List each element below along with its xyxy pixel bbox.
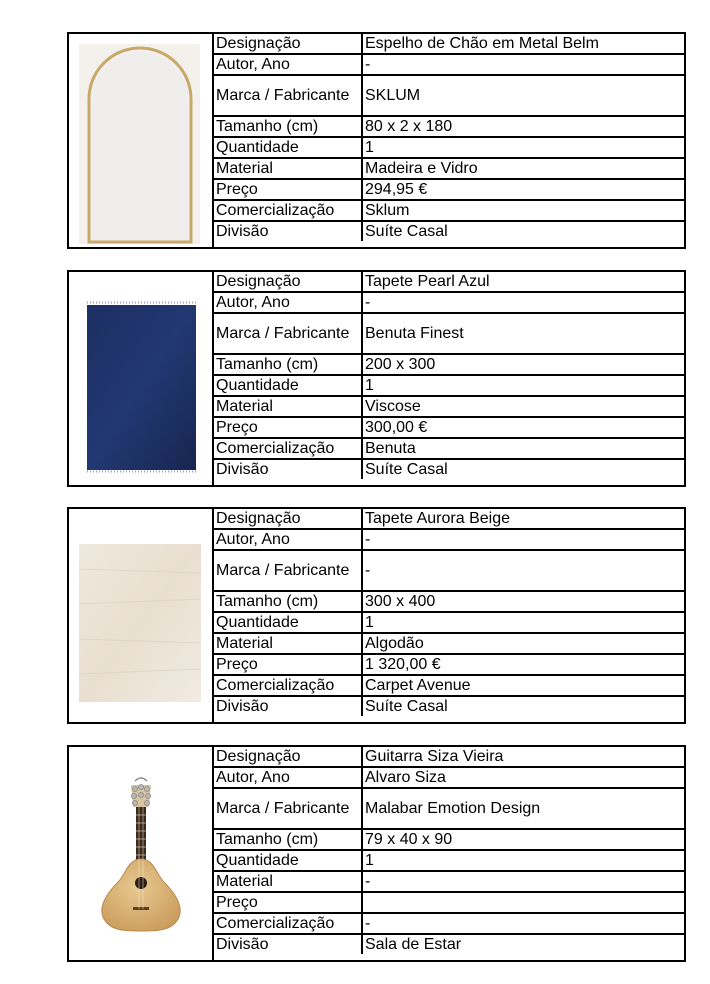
label-comercializacao: Comercialização [214, 675, 362, 696]
product-spec-table [214, 509, 686, 716]
label-designacao: Designação [214, 272, 362, 292]
navy-blue-rug-icon [69, 272, 214, 485]
value-designacao: Espelho de Chão em Metal Belm [362, 34, 686, 54]
product-image-cell [69, 509, 214, 722]
label-material: Material [214, 633, 362, 654]
value-comercializacao: Benuta [362, 438, 686, 459]
product-card-beige-rug [67, 507, 686, 724]
label-autor: Autor, Ano [214, 292, 362, 313]
label-material: Material [214, 871, 362, 892]
label-material: Material [214, 158, 362, 179]
label-marca: Marca / Fabricante [214, 788, 362, 829]
portuguese-guitar-icon [69, 747, 214, 960]
product-card-navy-rug [67, 270, 686, 487]
value-tamanho: 200 x 300 [362, 354, 686, 375]
label-comercializacao: Comercialização [214, 200, 362, 221]
value-designacao: Tapete Aurora Beige [362, 509, 686, 529]
value-comercializacao: - [362, 913, 686, 934]
label-tamanho: Tamanho (cm) [214, 591, 362, 612]
value-quantidade: 1 [362, 612, 686, 633]
product-image-cell [69, 747, 214, 960]
arched-floor-mirror-icon [69, 34, 214, 247]
value-marca: SKLUM [362, 75, 686, 116]
value-material: - [362, 871, 686, 892]
label-preco: Preço [214, 892, 362, 913]
value-material: Algodão [362, 633, 686, 654]
value-marca: Benuta Finest [362, 313, 686, 354]
label-autor: Autor, Ano [214, 529, 362, 550]
product-spec-table [214, 34, 686, 241]
product-image-cell [69, 34, 214, 247]
value-autor: Alvaro Siza [362, 767, 686, 788]
product-spec-table [214, 272, 686, 479]
value-comercializacao: Carpet Avenue [362, 675, 686, 696]
product-card-guitar [67, 745, 686, 962]
value-divisao: Sala de Estar [365, 936, 462, 953]
label-divisao: Divisão [214, 696, 362, 716]
label-preco: Preço [214, 179, 362, 200]
value-comercializacao: Sklum [362, 200, 686, 221]
label-preco: Preço [214, 654, 362, 675]
label-designacao: Designação [214, 747, 362, 767]
value-tamanho: 79 x 40 x 90 [362, 829, 686, 850]
label-tamanho: Tamanho (cm) [214, 829, 362, 850]
label-material: Material [214, 396, 362, 417]
product-image-cell [69, 272, 214, 485]
value-marca: Malabar Emotion Design [362, 788, 686, 829]
label-divisao: Divisão [214, 934, 362, 954]
value-designacao: Tapete Pearl Azul [362, 272, 686, 292]
value-preco: 1 320,00 € [362, 654, 686, 675]
product-spec-table [214, 747, 686, 954]
label-marca: Marca / Fabricante [214, 550, 362, 591]
label-quantidade: Quantidade [214, 375, 362, 396]
label-quantidade: Quantidade [214, 612, 362, 633]
label-quantidade: Quantidade [214, 137, 362, 158]
product-card-mirror [67, 32, 686, 249]
value-tamanho: 80 x 2 x 180 [362, 116, 686, 137]
label-autor: Autor, Ano [214, 54, 362, 75]
value-preco [362, 892, 686, 913]
label-tamanho: Tamanho (cm) [214, 116, 362, 137]
label-divisao: Divisão [214, 221, 362, 241]
label-quantidade: Quantidade [214, 850, 362, 871]
label-comercializacao: Comercialização [214, 913, 362, 934]
value-marca: - [362, 550, 686, 591]
value-autor: - [362, 292, 686, 313]
value-divisao: Suíte Casal [365, 223, 448, 240]
value-divisao: Suíte Casal [365, 698, 448, 715]
value-autor: - [362, 529, 686, 550]
value-material: Madeira e Vidro [362, 158, 686, 179]
value-preco: 294,95 € [362, 179, 686, 200]
value-designacao: Guitarra Siza Vieira [362, 747, 686, 767]
label-tamanho: Tamanho (cm) [214, 354, 362, 375]
value-quantidade: 1 [362, 137, 686, 158]
label-designacao: Designação [214, 509, 362, 529]
value-quantidade: 1 [362, 850, 686, 871]
value-tamanho: 300 x 400 [362, 591, 686, 612]
beige-rug-icon [69, 509, 214, 722]
value-quantidade: 1 [362, 375, 686, 396]
value-preco: 300,00 € [362, 417, 686, 438]
label-designacao: Designação [214, 34, 362, 54]
label-preco: Preço [214, 417, 362, 438]
label-divisao: Divisão [214, 459, 362, 479]
label-marca: Marca / Fabricante [214, 75, 362, 116]
label-marca: Marca / Fabricante [214, 313, 362, 354]
value-material: Viscose [362, 396, 686, 417]
value-autor: - [362, 54, 686, 75]
value-divisao: Suíte Casal [365, 461, 448, 478]
label-autor: Autor, Ano [214, 767, 362, 788]
label-comercializacao: Comercialização [214, 438, 362, 459]
